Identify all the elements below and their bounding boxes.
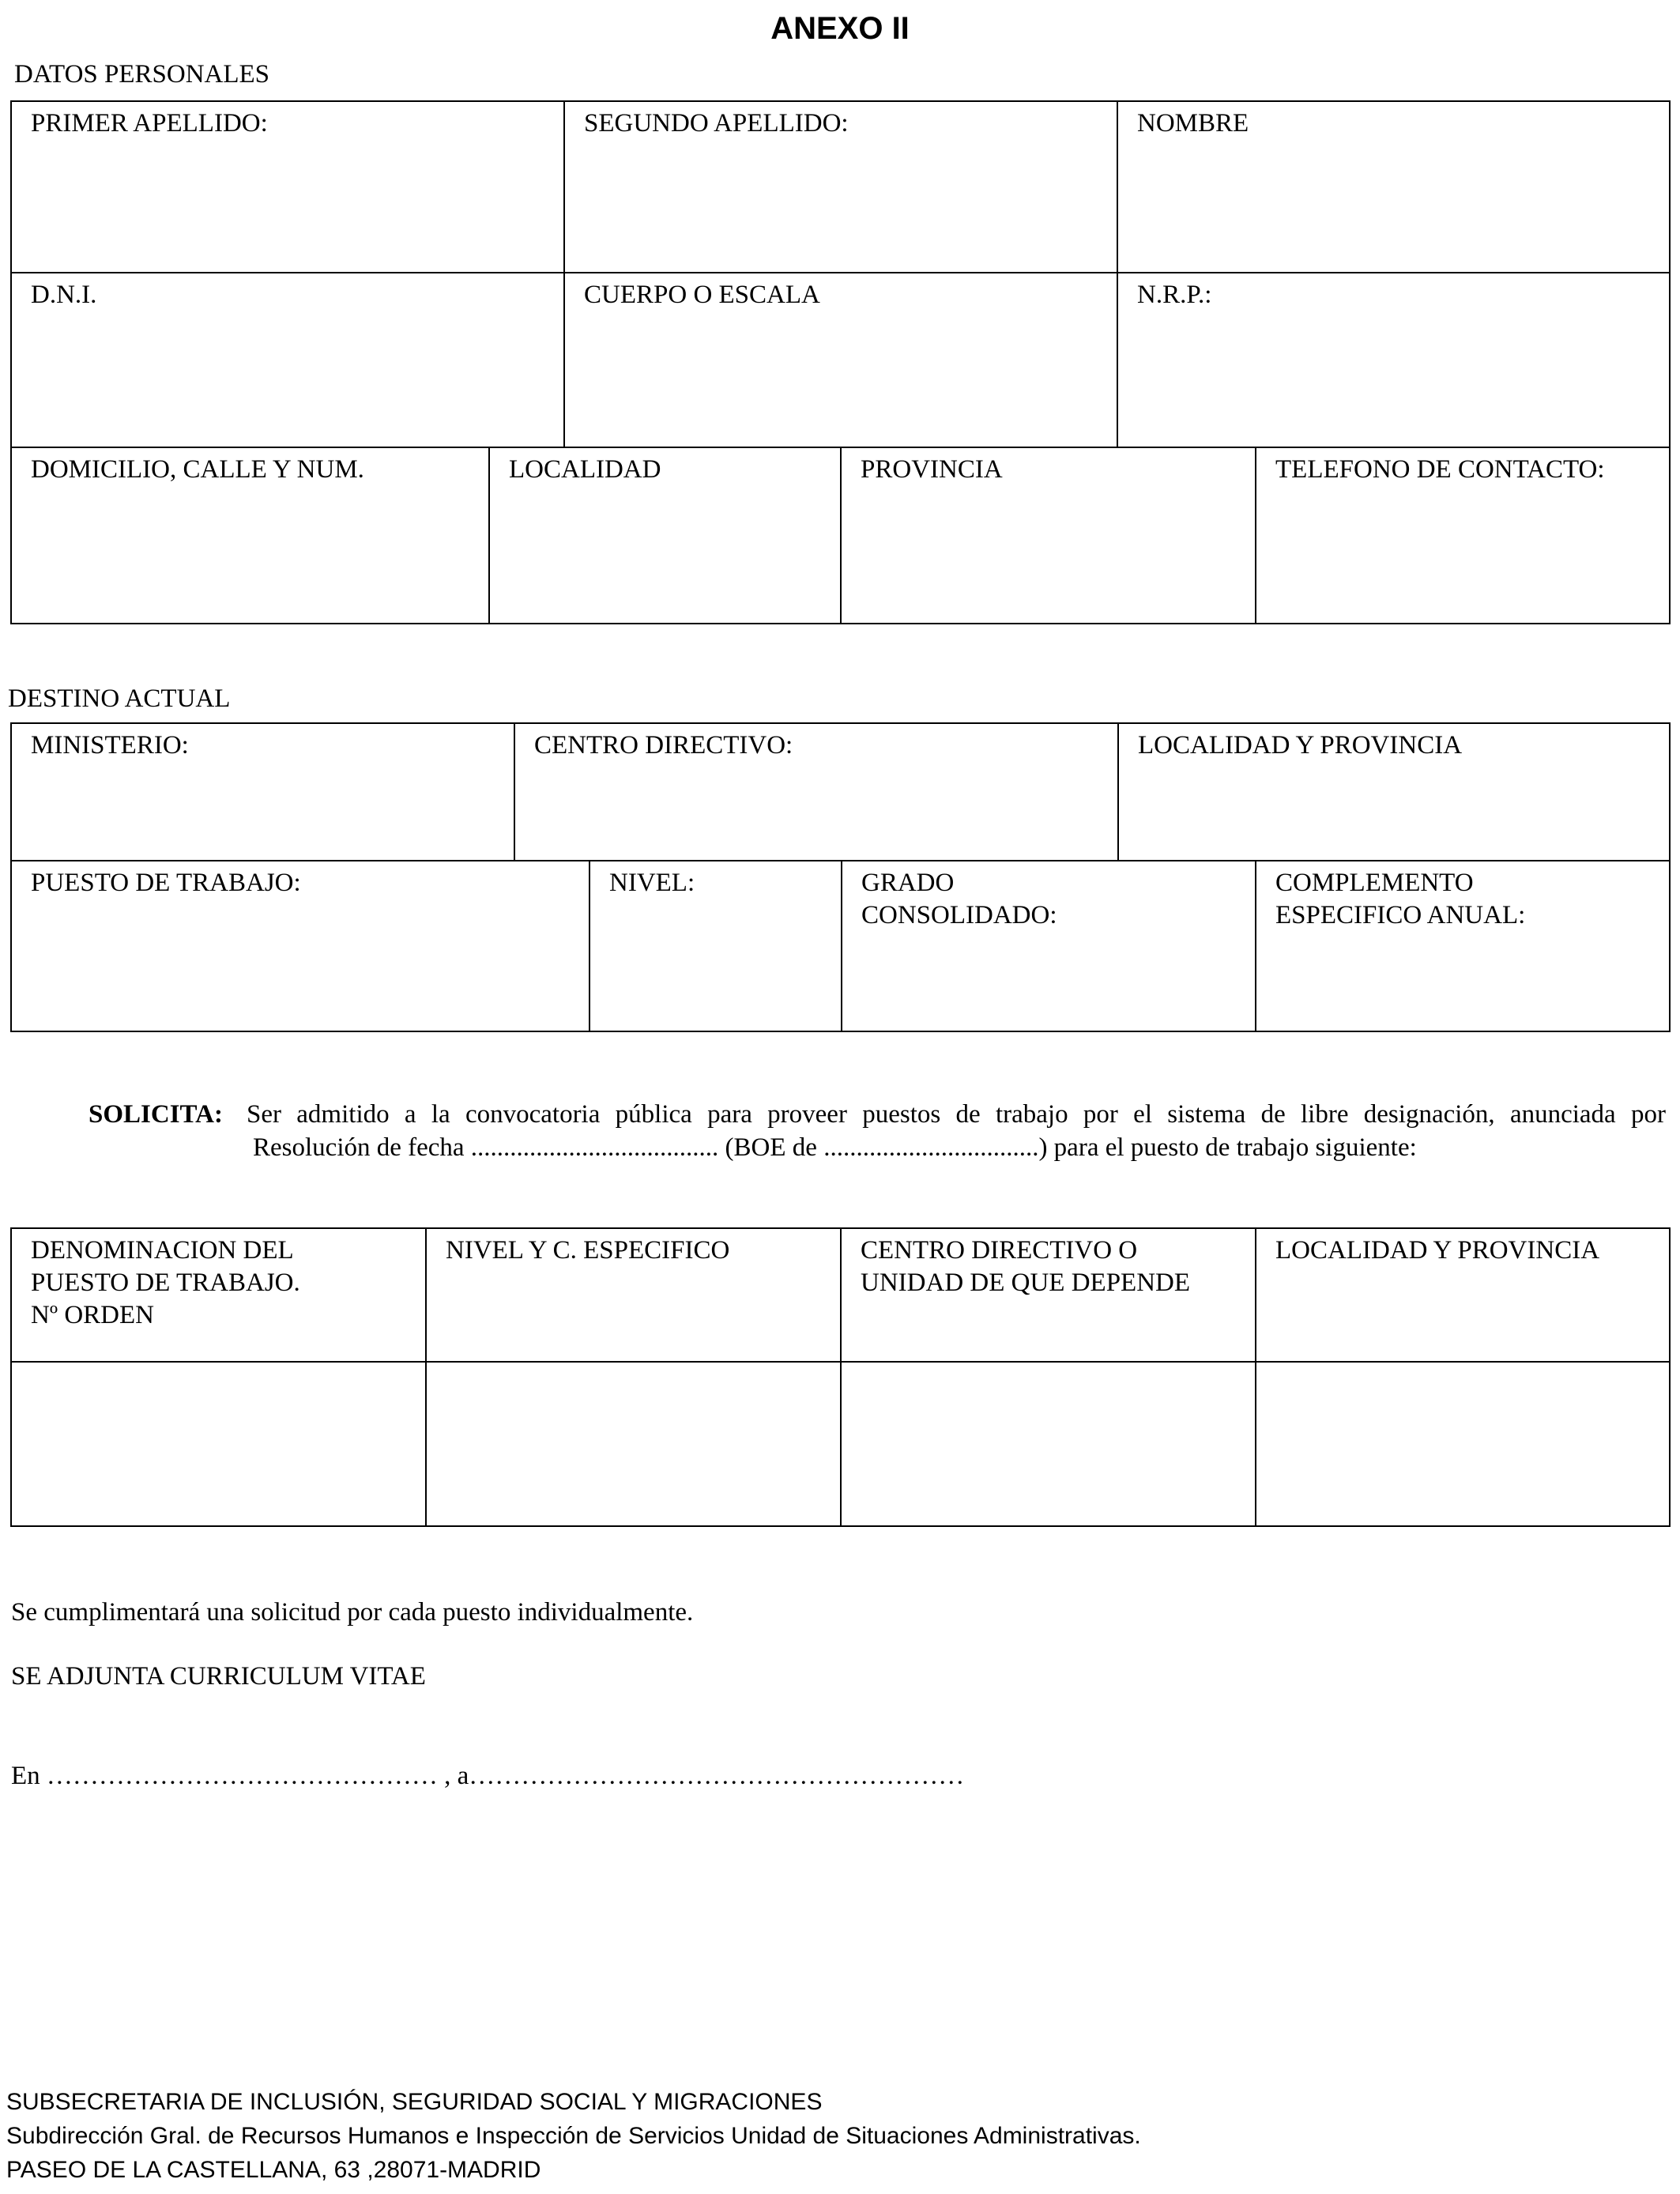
header-localidad-provincia [1255,1227,1671,1363]
solicita-text-line2: Resolución de fecha ...................................... (BOE de .................................) para el puesto de trabajo siguiente: [253,1133,1417,1162]
field-label: COMPLEMENTO [1275,869,1474,897]
header-label: UNIDAD DE QUE DEPENDE [861,1269,1191,1297]
field-label: PRIMER APELLIDO: [31,109,268,138]
field-centro-directivo[interactable] [514,722,1119,861]
field-nombre[interactable] [1117,100,1671,273]
header-centro-directivo-unidad [840,1227,1256,1363]
field-grado-consolidado[interactable] [841,860,1256,1032]
header-label: LOCALIDAD Y PROVINCIA [1275,1236,1600,1265]
note-una-solicitud: Se cumplimentará una solicitud por cada puesto individualmente. [11,1598,694,1627]
footer-subdireccion: Subdirección Gral. de Recursos Humanos e Inspección de Servicios Unidad de Situaciones Administrativas. [6,2123,1141,2149]
field-label: PROVINCIA [861,455,1003,484]
header-label: PUESTO DE TRABAJO. [31,1269,300,1297]
footer-subsecretaria: SUBSECRETARIA DE INCLUSIÓN, SEGURIDAD SOCIAL Y MIGRACIONES [6,2089,823,2115]
field-label: DOMICILIO, CALLE Y NUM. [31,455,364,484]
footer-direccion: PASEO DE LA CASTELLANA, 63 ,28071-MADRID [6,2157,541,2183]
section-heading-destino-actual: DESTINO ACTUAL [8,684,231,713]
field-primer-apellido[interactable] [10,100,565,273]
section-heading-datos-personales: DATOS PERSONALES [14,60,270,89]
input-denominacion-puesto[interactable] [10,1361,427,1527]
field-label: N.R.P.: [1137,281,1212,309]
input-localidad-provincia[interactable] [1255,1361,1671,1527]
solicita-text-line1: Ser admitido a la convocatoria pública para proveer puestos de trabajo por el sistema de libre designación, anunciada por [247,1100,1666,1129]
field-ministerio[interactable] [10,722,515,861]
field-label: CENTRO DIRECTIVO: [534,731,793,760]
header-label: CENTRO DIRECTIVO O [861,1236,1138,1265]
field-domicilio[interactable] [10,447,490,624]
field-label: CONSOLIDADO: [861,901,1057,929]
header-label: Nº ORDEN [31,1301,154,1329]
field-label: ESPECIFICO ANUAL: [1275,901,1526,929]
field-label: D.N.I. [31,281,97,309]
field-nrp[interactable] [1117,272,1671,448]
header-label: DENOMINACION DEL [31,1236,294,1265]
input-nivel-especifico[interactable] [425,1361,842,1527]
field-provincia[interactable] [840,447,1256,624]
field-localidad[interactable] [488,447,842,624]
field-puesto-trabajo[interactable] [10,860,590,1032]
input-centro-directivo-unidad[interactable] [840,1361,1256,1527]
field-dni[interactable] [10,272,565,448]
field-nivel[interactable] [589,860,842,1032]
field-cuerpo-escala[interactable] [563,272,1118,448]
field-label: GRADO [861,869,955,897]
field-label: MINISTERIO: [31,731,189,760]
field-label: LOCALIDAD Y PROVINCIA [1138,731,1463,760]
header-denominacion-puesto [10,1227,427,1363]
field-label: PUESTO DE TRABAJO: [31,869,301,897]
field-localidad-provincia[interactable] [1117,722,1671,861]
field-label: TELEFONO DE CONTACTO: [1275,455,1605,484]
field-label: SEGUNDO APELLIDO: [584,109,849,138]
field-telefono[interactable] [1255,447,1671,624]
document-title: ANEXO II [770,11,910,46]
field-segundo-apellido[interactable] [563,100,1118,273]
solicita-label: SOLICITA: [89,1100,223,1129]
header-label: NIVEL Y C. ESPECIFICO [446,1236,730,1265]
note-curriculum-vitae: SE ADJUNTA CURRICULUM VITAE [11,1662,426,1691]
field-label: CUERPO O ESCALA [584,281,820,309]
place-date-line[interactable]: En ……………………………………… , a………………………………………………… [11,1762,965,1790]
field-label: NIVEL: [609,869,695,897]
field-label: LOCALIDAD [509,455,661,484]
field-complemento-especifico[interactable] [1255,860,1671,1032]
field-label: NOMBRE [1137,109,1249,138]
header-nivel-especifico [425,1227,842,1363]
